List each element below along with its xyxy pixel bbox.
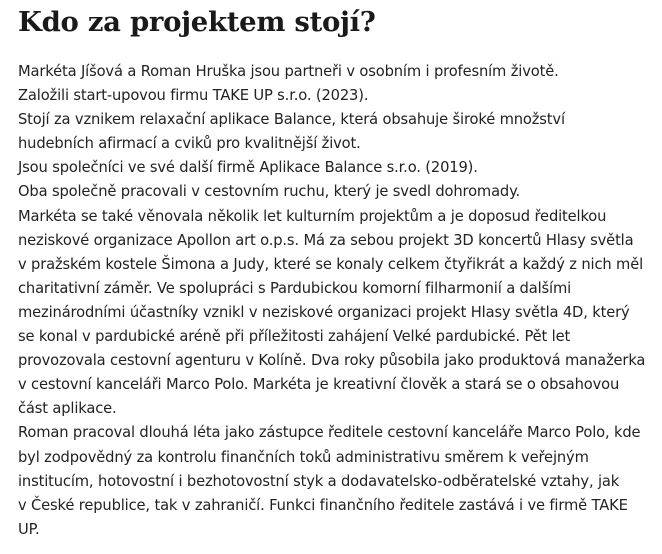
body-line: Roman pracoval dlouhá léta jako zástupce ředitele cestovní kanceláře Marco Polo, kde <box>18 424 641 442</box>
body-line: Markéta se také věnovala několik let kulturním projektům a je doposud ředitelkou <box>18 207 607 225</box>
body-line: v České republice, tak v zahraničí. Funkci finančního ředitele zastává i ve firmě TAKE <box>18 496 628 514</box>
body-line: neziskové organizace Apollon art o.p.s. Má za sebou projekt 3D koncertů Hlasy světla <box>18 231 634 249</box>
body-line: mezinárodními účastníky vznikl v neziskové organizaci projekt Hlasy světla 4D, který <box>18 303 630 321</box>
body-line: institucím, hotovostní i bezhotovostní styk a dodavatelsko-odběratelské vztahy, jak <box>18 472 620 490</box>
section-heading: Kdo za projektem stojí? <box>18 6 376 38</box>
section-body <box>18 60 645 542</box>
body-line: hudebních afirmací a cviků pro kvalitnější život. <box>18 135 361 153</box>
body-line: Oba společně pracovali v cestovním ruchu, který je svedl dohromady. <box>18 183 521 201</box>
body-line: charitativní záměr. Ve spolupráci s Pardubickou komorní filharmonií a dalšími <box>18 279 572 297</box>
body-line: v cestovní kanceláři Marco Polo. Markéta je kreativní člověk a stará se o obsahovou <box>18 376 620 394</box>
body-line: Stojí za vznikem relaxační aplikace Balance, která obsahuje široké množství <box>18 111 565 129</box>
body-line: Markéta Jíšová a Roman Hruška jsou partneři v osobním i profesním životě. <box>18 63 559 80</box>
body-line: UP. <box>18 520 40 538</box>
body-line: Založili start-upovou firmu TAKE UP s.r.o. (2023). <box>18 87 369 105</box>
body-line: byl zodpovědný za kontrolu finančních toků administrativu směrem k veřejným <box>18 448 589 466</box>
body-line: provozovala cestovní agenturu v Kolíně. Dva roky působila jako produktová manažerka <box>18 352 646 370</box>
body-line: část aplikace. <box>18 400 117 418</box>
body-line: se konal v pardubické aréně při příležitosti zahájení Velké pardubické. Pět let <box>18 328 571 346</box>
body-line: v pražském kostele Šimona a Judy, které se konaly celkem čtyřikrát a každý z nich měl <box>18 255 644 273</box>
body-line: Jsou společníci ve své další firmě Aplikace Balance s.r.o. (2019). <box>18 159 478 177</box>
